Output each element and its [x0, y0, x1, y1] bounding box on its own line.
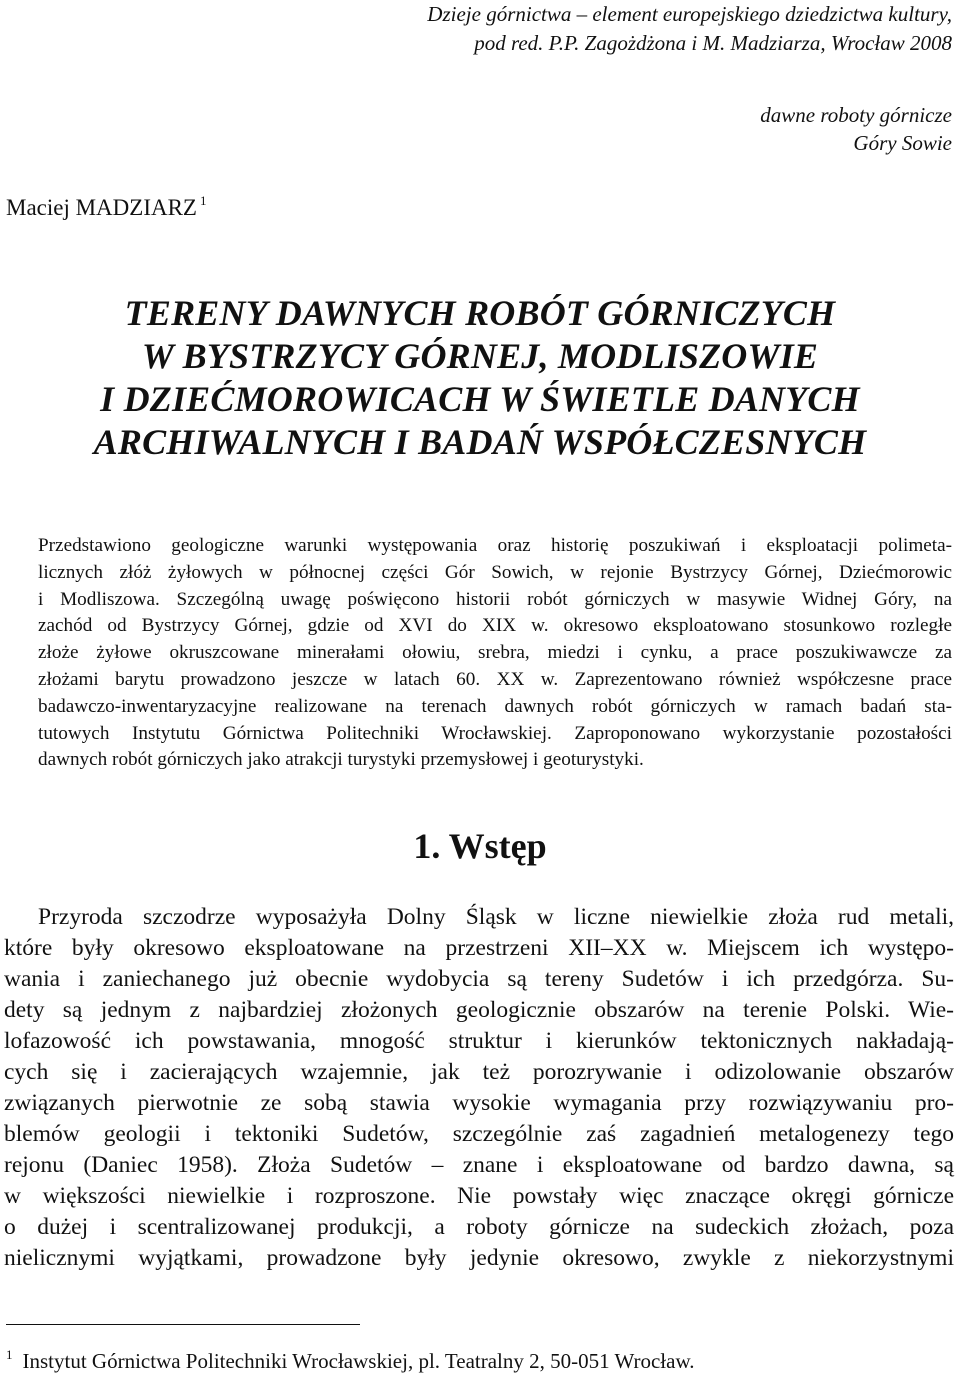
abstract-line: badawczo-inwentaryzacyjne realizowane na terenach dawnych robót górniczych w ramach badań sta- — [38, 695, 952, 717]
abstract-line: zachód od Bystrzycy Górnej, gdzie od XVI do XIX w. okresowo eksploatowano stosunkowo rozległe — [38, 615, 952, 637]
section-heading: 1. Wstęp — [413, 826, 547, 866]
body-line: o dużej i scentralizowanej produkcji, a roboty górnicze na sudeckich złożach, poza — [4, 1214, 954, 1240]
abstract-line: licznych złóż żyłowych w północnej części Gór Sowich, w rejonie Bystrzycy Górnej, Dziećmorowic — [38, 561, 952, 583]
footnote-mark: 1 — [6, 1347, 13, 1362]
title-line: TERENY DAWNYCH ROBÓT GÓRNICZYCH — [124, 293, 836, 333]
body-line: nielicznymi wyjątkami, prowadzone były jedynie okresowo, zwykle z niekorzystnymi — [4, 1245, 954, 1271]
keyword-2: Góry Sowie — [853, 131, 952, 155]
keywords — [552, 101, 952, 157]
footnote-text: Instytut Górnictwa Politechniki Wrocławskiej, pl. Teatralny 2, 50-051 Wrocław. — [22, 1349, 695, 1373]
title-line: ARCHIWALNYCH I BADAŃ WSPÓŁCZESNYCH — [93, 422, 867, 462]
title-line: W BYSTRZYCY GÓRNEJ, MODLISZOWIE — [141, 336, 819, 376]
body-line: wania i zaniechanego już obecnie wydobycia są tereny Sudetów i ich przedgórza. Su- — [4, 966, 954, 992]
abstract-line: złożami barytu prowadzono jeszcze w latach 60. XX w. Zaprezentowano również współczesne prace — [38, 668, 952, 690]
abstract-line: dawnych robót górniczych jako atrakcji turystyki przemysłowej i geoturystyki. — [38, 749, 644, 771]
body-line: rejonu (Daniec 1958). Złoża Sudetów – znane i eksploatowane od bardzo dawna, są — [4, 1152, 954, 1178]
body-paragraph — [4, 902, 954, 1274]
author-name: Maciej MADZIARZ — [6, 195, 197, 220]
body-line: związanych pierwotnie ze sobą stawia wysokie wymagania przy rozwiązywaniu pro- — [4, 1090, 954, 1116]
body-line: dety są jednym z najbardziej złożonych geologicznie obszarów na terenie Polski. Wie- — [4, 997, 954, 1023]
body-line: w większości niewielkie i rozproszone. Nie powstały więc znaczące okręgi górnicze — [4, 1183, 954, 1209]
body-line: Przyroda szczodrze wyposażyła Dolny Śląsk w liczne niewielkie złoża rud metali, — [38, 904, 954, 930]
paper-title — [0, 292, 960, 464]
body-line: cych się i zacierających wzajemnie, jak też porozrywanie i odizolowanie obszarów — [4, 1059, 954, 1085]
publication-header — [192, 0, 952, 58]
abstract — [38, 533, 952, 774]
body-line: które były okresowo eksploatowane na przestrzeni XII–XX w. Miejscem ich występo- — [4, 935, 954, 961]
publication-header-line-1: Dzieje górnictwa – element europejskiego dziedzictwa kultury, — [427, 2, 952, 26]
abstract-line: i Modliszowa. Szczególną uwagę poświęcono historii robót górniczych w masywie Widnej Góry, na — [38, 588, 952, 610]
author — [6, 186, 207, 223]
body-line: lofazowość ich powstawania, mnogość struktur i kierunków tektonicznych nakładają- — [4, 1028, 954, 1054]
abstract-line: złoże żyłowe okruszcowane minerałami ołowiu, srebra, miedzi i cynku, a prace poszukiwawcze za — [38, 642, 952, 664]
abstract-line: Przedstawiono geologiczne warunki występowania oraz historię poszukiwań i eksploatacji polimeta- — [38, 535, 952, 556]
body-line: blemów geologii i tektoniki Sudetów, szczególnie zaś zagadnień metalogenezy tego — [4, 1121, 954, 1147]
author-footnote-mark: 1 — [200, 193, 207, 208]
abstract-line: tutowych Instytutu Górnictwa Politechniki Wrocławskiej. Zaproponowano wykorzystanie pozostałości — [38, 722, 952, 744]
title-line: I DZIEĆMOROWICACH W ŚWIETLE DANYCH — [100, 379, 860, 419]
footnote-divider — [6, 1324, 360, 1325]
keyword-1: dawne roboty górnicze — [760, 103, 952, 127]
publication-header-line-2: pod red. P.P. Zagożdżona i M. Madziarza, Wrocław 2008 — [474, 31, 952, 55]
footnote — [6, 1342, 695, 1374]
